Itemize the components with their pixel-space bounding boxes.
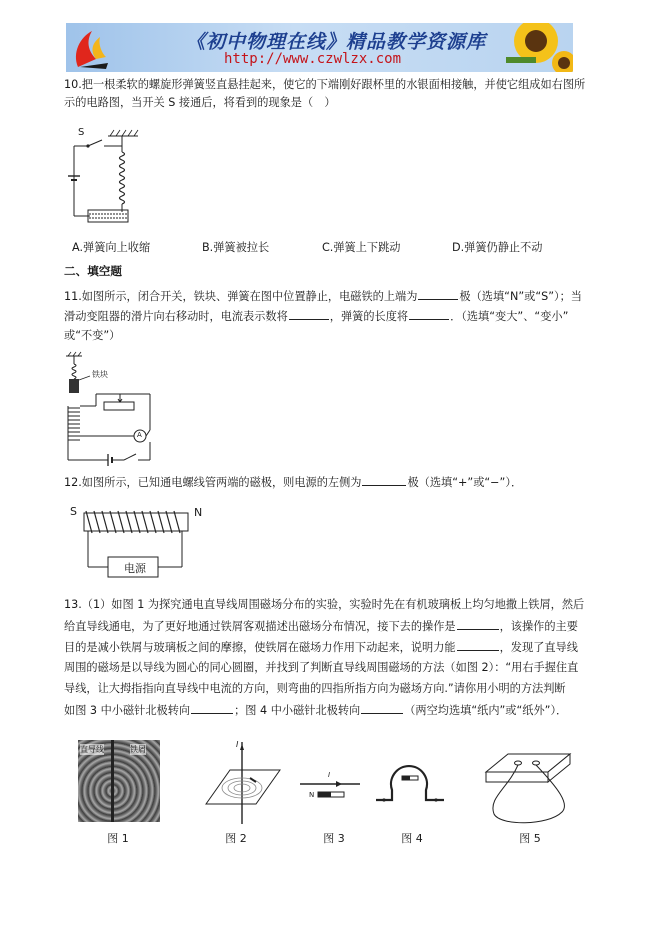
- q13-text-3a: 目的是减小铁屑与玻璃板之间的摩擦，使铁屑在磁场力作用下动起来，说明力能: [64, 641, 456, 654]
- q13-text-2a: 给直导线通电，为了更好地通过铁屑客观描述出磁场分布情况，接下去的操作是: [64, 620, 456, 633]
- figure-5-diagram: [478, 748, 578, 828]
- q12-power-source-label: 电源: [124, 562, 146, 575]
- figure-4-diagram: [370, 760, 450, 810]
- q11-text-5: ．（选填“变大”、“变小”: [450, 310, 569, 323]
- q13-line3: [64, 638, 578, 657]
- figure-3-diagram: [296, 770, 366, 806]
- q10-line2: 示的电路图，当开关 S 接通后，将看到的现象是（ ）: [64, 96, 336, 109]
- q13-line4: 周围的磁场是以导线为圆心的同心圆圈，并找到了判断直导线周围磁场的方法（如图 2）：“用右手握住直: [64, 661, 579, 674]
- q12-text-1: 12.如图所示，已知通电螺线管两端的磁极，则电源的左侧为: [64, 476, 362, 489]
- q13-blank-force[interactable]: [457, 638, 499, 651]
- header-banner: [66, 23, 573, 72]
- q10-option-b[interactable]: B.弹簧被拉长: [202, 241, 270, 254]
- q11-line1: [64, 287, 582, 306]
- q11-text-4: ，弹簧的长度将: [329, 310, 409, 323]
- q10-circuit-diagram: [64, 124, 164, 228]
- q13-blank-operation[interactable]: [457, 617, 499, 630]
- q13-line6: [64, 701, 567, 720]
- q11-iron-label: 铁块: [92, 370, 108, 379]
- q11-text-3: 滑动变阻器的滑片向右移动时，电流表示数将: [64, 310, 288, 323]
- q13-line5: 导线，让大拇指指向直导线中电流的方向，则弯曲的四指所指方向为磁场方向.”请你用小明的方法判断: [64, 682, 566, 695]
- q12-pole-left: S: [70, 505, 77, 518]
- figure-3-caption: 图 3: [323, 832, 345, 845]
- q11-text-2: 极（选填“N”或“S”）；当: [459, 290, 582, 303]
- figure-3-current-label: I: [328, 771, 331, 779]
- figure-3-needle-label: N: [309, 791, 315, 799]
- q13-text-6a: 如图 3 中小磁针北极转向: [64, 704, 191, 717]
- q11-ammeter-label: A: [137, 431, 142, 439]
- figure-2-current-label: I: [236, 740, 239, 749]
- figure-1-caption: 图 1: [107, 832, 129, 845]
- q10-switch-label: S: [78, 127, 85, 138]
- q13-line1: 13.（1）如图 1 为探究通电直导线周围磁场分布的实验，实验时先在有机玻璃板上均匀地撒上铁屑，然后: [64, 598, 585, 611]
- section-heading: 二、填空题: [64, 264, 122, 278]
- q13-text-3b: ，发现了直导线: [499, 641, 578, 654]
- q13-text-6b: ；图 4 中小磁针北极转向: [234, 704, 361, 717]
- q10-line1: 10.把一根柔软的螺旋形弹簧竖直悬挂起来，使它的下端刚好跟杯里的水银面相接触，并使它组成如右图所: [64, 78, 586, 91]
- q10-option-a[interactable]: A.弹簧向上收缩: [72, 241, 151, 254]
- q13-blank-fig3[interactable]: [191, 701, 233, 714]
- q11-text-1: 11.如图所示，闭合开关，铁块、弹簧在图中位置静止，电磁铁的上端为: [64, 290, 418, 303]
- figure-1-wire-label: 直导线: [80, 745, 104, 754]
- q13-blank-fig4[interactable]: [361, 701, 403, 714]
- figure-1-filings-label: 铁屑: [130, 745, 146, 754]
- q13-line2: [64, 617, 578, 636]
- figure-5-caption: 图 5: [519, 832, 541, 845]
- figure-4-caption: 图 4: [401, 832, 423, 845]
- q10-option-c[interactable]: C.弹簧上下跳动: [322, 241, 401, 254]
- q12-line: [64, 473, 522, 492]
- q11-line3: 或“不变”）: [64, 329, 121, 342]
- q12-blank-polarity[interactable]: [362, 473, 406, 486]
- q13-text-6c: （两空均选填“纸内”或“纸外”）．: [404, 704, 568, 717]
- q13-text-2b: ，该操作的主要: [499, 620, 578, 633]
- q11-blank-ammeter[interactable]: [289, 307, 329, 320]
- q11-line2: [64, 307, 568, 326]
- banner-url[interactable]: http://www.czwlzx.com: [224, 51, 402, 67]
- q12-text-2: 极（选填“+”或“−”）．: [407, 476, 523, 489]
- figure-2-caption: 图 2: [225, 832, 247, 845]
- q11-circuit-diagram: [64, 350, 164, 468]
- q11-blank-pole[interactable]: [418, 287, 458, 300]
- logo-icon: [76, 31, 108, 69]
- banner-title: 《初中物理在线》精品教学资源库: [186, 31, 487, 53]
- q10-option-d[interactable]: D.弹簧仍静止不动: [452, 241, 543, 254]
- sunflower-icon: [506, 23, 573, 72]
- figure-2-diagram: [196, 740, 286, 826]
- figure-1-photo: [78, 740, 160, 822]
- figure-1-wire: [111, 740, 114, 822]
- q12-pole-right: N: [194, 506, 203, 519]
- q11-blank-spring[interactable]: [409, 307, 449, 320]
